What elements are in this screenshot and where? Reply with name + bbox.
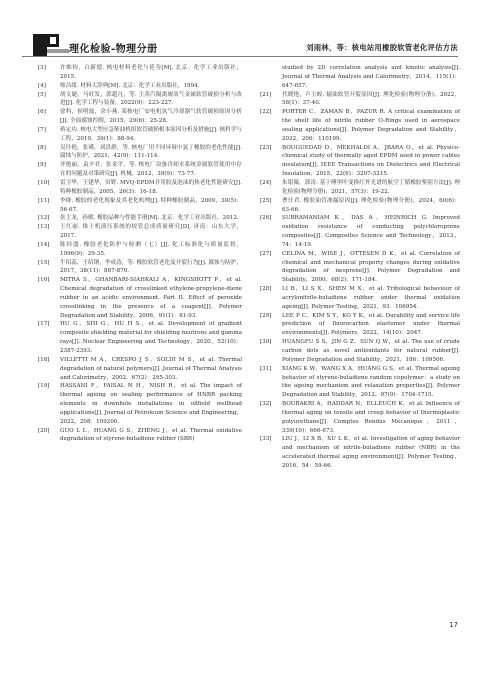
reference-item [38, 64, 242, 82]
reference-text: VILLETTI M A，CRESPO J S，SOLDI M S，et al. Thermal degradation of natural polymers[J]. Journal of Thermal Analysis and Calorimetry，2002，67(2)：295-303. [60, 356, 242, 381]
reference-text: 张主龙，孙敏. 橡胶品种与性能手册[M]. 北京：化学工业出版社，2012. [60, 215, 239, 222]
reference-item [38, 197, 242, 215]
reference-item [260, 91, 460, 109]
reference-item [38, 259, 242, 277]
reference-number: [13] [38, 224, 50, 231]
reference-number: [20] [38, 427, 50, 434]
reference-text: 胡文婕，马旺发，郭超凡，等. 主蒸汽隔离阀氢气金属软管破损分析与改进[J]. 化学工程与装备，2022(9)：223-227. [60, 91, 242, 107]
reference-item [260, 338, 460, 365]
reference-text: 蒋定功. 核电大型应急柴油机组软管破损根本原因分析及措施[J]. 核科学与工程，2019，39(1)：88-94. [60, 126, 242, 142]
reference-text: 齐艳丽，袁夕君，张金平，等. 核电厂设备冷却水系统金属软管使用中存在的问题及对策研究[J]. 机械，2012，39(9)：73-77. [60, 162, 242, 178]
reference-text: GUO L L，HUANG G S，ZHENG J，et al. Thermal oxidative degradation of styrene-butadiene rubber (SBR) [60, 427, 242, 443]
reference-text: 王红丽. 推土机液压系统的较管总成质量研究[D]. 济南：山东大学，2017. [60, 224, 242, 240]
reference-text: 牛绍蕊，王绍钢，李成涛，等. 橡胶软管老化及开裂行为[J]. 腐蚀与防护，2017，38(11)：867-870. [60, 259, 242, 275]
header-rule [22, 56, 458, 57]
reference-text: XIANG K W，WANG X A，HUANG G S，et al. Thermal ageing behavior of styrene-butadiene random copolymer：a study on the ageing mechanism and relaxation properties[J]. Polymer Degradation and Stability，2012，97(9)：1704-1715. [282, 365, 460, 399]
reference-number: [6] [38, 109, 46, 116]
reference-column-right [260, 64, 460, 471]
reference-number: [33] [260, 436, 272, 443]
journal-logo-mark-icon [33, 34, 69, 56]
reference-item [260, 312, 460, 339]
reference-text: MITRA S，GHANBARI-SIAHKALI A，KINGSHOTT P，et al. Chemical degradation of crosslinked ethylene-propylene-diene rubber in an acidic environment. Part II. Effect of peroxide crosslinking in the presence of a coagent[J]. Polymer Degradation and Stability，2006，91(1)：81-93. [60, 277, 242, 319]
reference-text: 许维钧，白新德. 核电材料老化与延寿[M]. 北京：化学工业出版社，2015. [60, 65, 242, 80]
reference-item [38, 144, 242, 162]
reference-item [260, 400, 460, 435]
reference-number: [15] [38, 259, 50, 266]
reference-text: 雷卫华，王建华，田野. MVQ-EPDM并用胶及泡沫的热老化性能研究[J]. 特种橡胶制品，2005，26(3)：16-18. [60, 179, 242, 195]
reference-item [260, 285, 460, 312]
reference-text: 李绛. 橡胶的老化现象及其老化机理[J]. 特种橡胶制品，2009，30(5)：56-67. [60, 197, 242, 213]
reference-text: 朱银薇，郭涛. 基于傅里叶变换红外光谱的航空丁腈橡胶鉴别方法[J]. 理化检验(物理分册)，2021，57(3)：19-22. [282, 179, 460, 195]
reference-number: [14] [38, 241, 50, 248]
reference-item [38, 241, 242, 259]
reference-number: [9] [38, 162, 46, 169]
reference-number: [16] [38, 277, 50, 284]
reference-number: [18] [38, 356, 50, 363]
reference-item [38, 320, 242, 355]
journal-logo-text: 理化检验-物理分册 [69, 44, 158, 55]
reference-item [38, 214, 242, 223]
reference-text: 吴玲艳，张瑾，刘洪群，等. 核电厂用不同环境中氯丁橡胶的老化性能[J]. 腐蚀与防护，2021，42(9)：111-114. [60, 144, 242, 160]
reference-item [38, 126, 242, 144]
reference-number: [27] [260, 250, 272, 257]
reference-number: [28] [260, 286, 272, 293]
reference-item [38, 179, 242, 197]
reference-number: [23] [260, 144, 272, 151]
reference-text: SUBRAMANIAM K，DAS A，HEINRICH G. Improved oxidation resistance of conducting polychloroprene composites[J]. Composites Science and Technology，2013，74：14-19. [282, 215, 460, 248]
reference-item [38, 276, 242, 320]
reference-number: [24] [260, 179, 272, 186]
reference-item [260, 250, 460, 285]
reference-number: [21] [260, 91, 272, 98]
reference-item [260, 179, 460, 197]
journal-logo [33, 34, 203, 56]
reference-number: [26] [260, 215, 272, 222]
reference-item [260, 214, 460, 249]
reference-text: HUANGFU S S，JIN G Z，SUN Q W，et al. The use of crude carbon dots as novel antioxidants for natural rubber[J]. Polymer Degradation and Stability，2021，186：109506. [282, 339, 460, 363]
reference-number: [10] [38, 179, 50, 186]
reference-text: CELINA M，WISE J，OTTESEN D K，et al. Correlation of chemical and mechanical property changes during oxidative degradation of neoprene[J]. Polymer Degradation and Stability，2000，68(2)：171-184. [282, 250, 460, 284]
reference-text: HASSANI F，FAISAL N H，NISH R，et al. The impact of thermal ageing on sealing performance of HNBR packing elements in downhole installations in oilfield wellhead applications[J]. Journal of Petroleum Science and Engineering，2022，208：109200. [60, 383, 242, 425]
reference-item [38, 223, 242, 241]
page-number: 17 [449, 621, 458, 629]
reference-number: [12] [38, 215, 50, 222]
reference-number: [7] [38, 126, 46, 133]
reference-number: [5] [38, 91, 46, 98]
reference-text: PORTER C，ZAMAN B，PAZUR R. A critical examination of the shelf life of nitrile rubber O-Rings used in aerospace sealing applications[J]. Polymer Degradation and Stability，2022，206：110199. [282, 109, 460, 142]
reference-text: HU G，SHI G，HU H S，et al. Development of gradient composite shielding material for shielding neutrons and gamma rays[J]. Nuclear Engineering and Technology，2020，52(10)：2387-2393. [60, 321, 242, 354]
reference-text: 陈经盛. 橡胶老化防护与检测（七）[J]. 化工标准化与质量监督，1996(9)：29-35. [60, 241, 242, 257]
reference-text: studied by 2D correlation analysis and kinetic analysis[J]. Journal of Thermal Analysis and Calorimetry，2014，115(1)：647-657. [282, 65, 460, 89]
running-head: 刘雨林，等：核电站用橡胶软管老化评估方法 [306, 43, 458, 52]
reference-item [38, 91, 242, 109]
reference-item [260, 365, 460, 400]
reference-number: [4] [38, 82, 46, 89]
reference-text: LI B，LI S X，SHEN M X，et al. Tribological behaviour of acrylonitrile-butadiene rubber under thermal oxidation ageing[J]. Polymer Testing，2021，93：106954. [282, 286, 460, 310]
reference-number: [32] [260, 401, 272, 408]
reference-item [260, 197, 460, 215]
reference-number: [17] [38, 321, 50, 328]
reference-text: 徐科，侯明磊，余小燕. 某核电厂安电机氢气冷却器气软管破损原因分析[J]. 全面腐蚀控制，2015，29(6)：25-28. [60, 109, 242, 125]
reference-text: BOUGUEDAD D，MEKHALDI A，JBARA O，et al. Physico-chemical study of thermally aged EPDM used in power cables insulation[J]. IEEE Transactions on Dielectrics and Electrical Insulation，2015，22(6)：3207-3215. [282, 144, 460, 178]
reference-number: [19] [38, 383, 50, 390]
reference-item [260, 64, 460, 91]
reference-number: [30] [260, 339, 272, 346]
reference-item [38, 82, 242, 91]
reference-number: [22] [260, 109, 272, 116]
reference-text: 代晓艳，卢玉蛟. 输油软管开裂原因[J]. 理化检验(物理分册)，2022，58(1)：37-40. [282, 91, 460, 107]
reference-item [38, 382, 242, 426]
reference-column-left [38, 64, 242, 444]
reference-number: [8] [38, 144, 46, 151]
reference-text: LEE P C，KIM S Y，KO Y K，et al. Durability and service life prediction of fluorocarbon elastomer under thermal environments[J]. Polymers，2022，14(10)：2047. [282, 312, 460, 337]
reference-number: [25] [260, 197, 272, 204]
reference-number: [31] [260, 365, 272, 372]
reference-item [38, 108, 242, 126]
reference-number: [3] [38, 65, 46, 71]
reference-number: [29] [260, 312, 272, 319]
reference-number: [11] [38, 197, 50, 204]
reference-text: BOUBAKRI A，HADDAR N，ELLEUCH K，et al. Influence of thermal aging on tensile and creep behavior of thermoplastic polyurethane[J]. Comptes Rendus Mécanique，2011，339(10)：666-673. [282, 401, 460, 434]
reference-item [38, 427, 242, 445]
reference-item [260, 144, 460, 179]
reference-item [260, 435, 460, 470]
reference-item [260, 108, 460, 143]
reference-text: LIU J，LI X B，XU L K，et al. Investigation of aging behavior and mechanism of nitrile-butadiene rubber (NBR) in the accelerated thermal aging environment[J]. Polymer Testing，2016，54：59-66. [282, 436, 460, 469]
page-header [0, 0, 480, 58]
reference-item [38, 356, 242, 383]
reference-item [38, 161, 242, 179]
reference-text: 曹仕君. 橡胶油管渗漏原因[J]. 理化检验(物理分册)，2024，60(6)：63-66. [282, 197, 460, 213]
reference-text: 师昌绪. 材料大辞典[M]. 北京：化学工业出版社，1994. [60, 82, 200, 89]
